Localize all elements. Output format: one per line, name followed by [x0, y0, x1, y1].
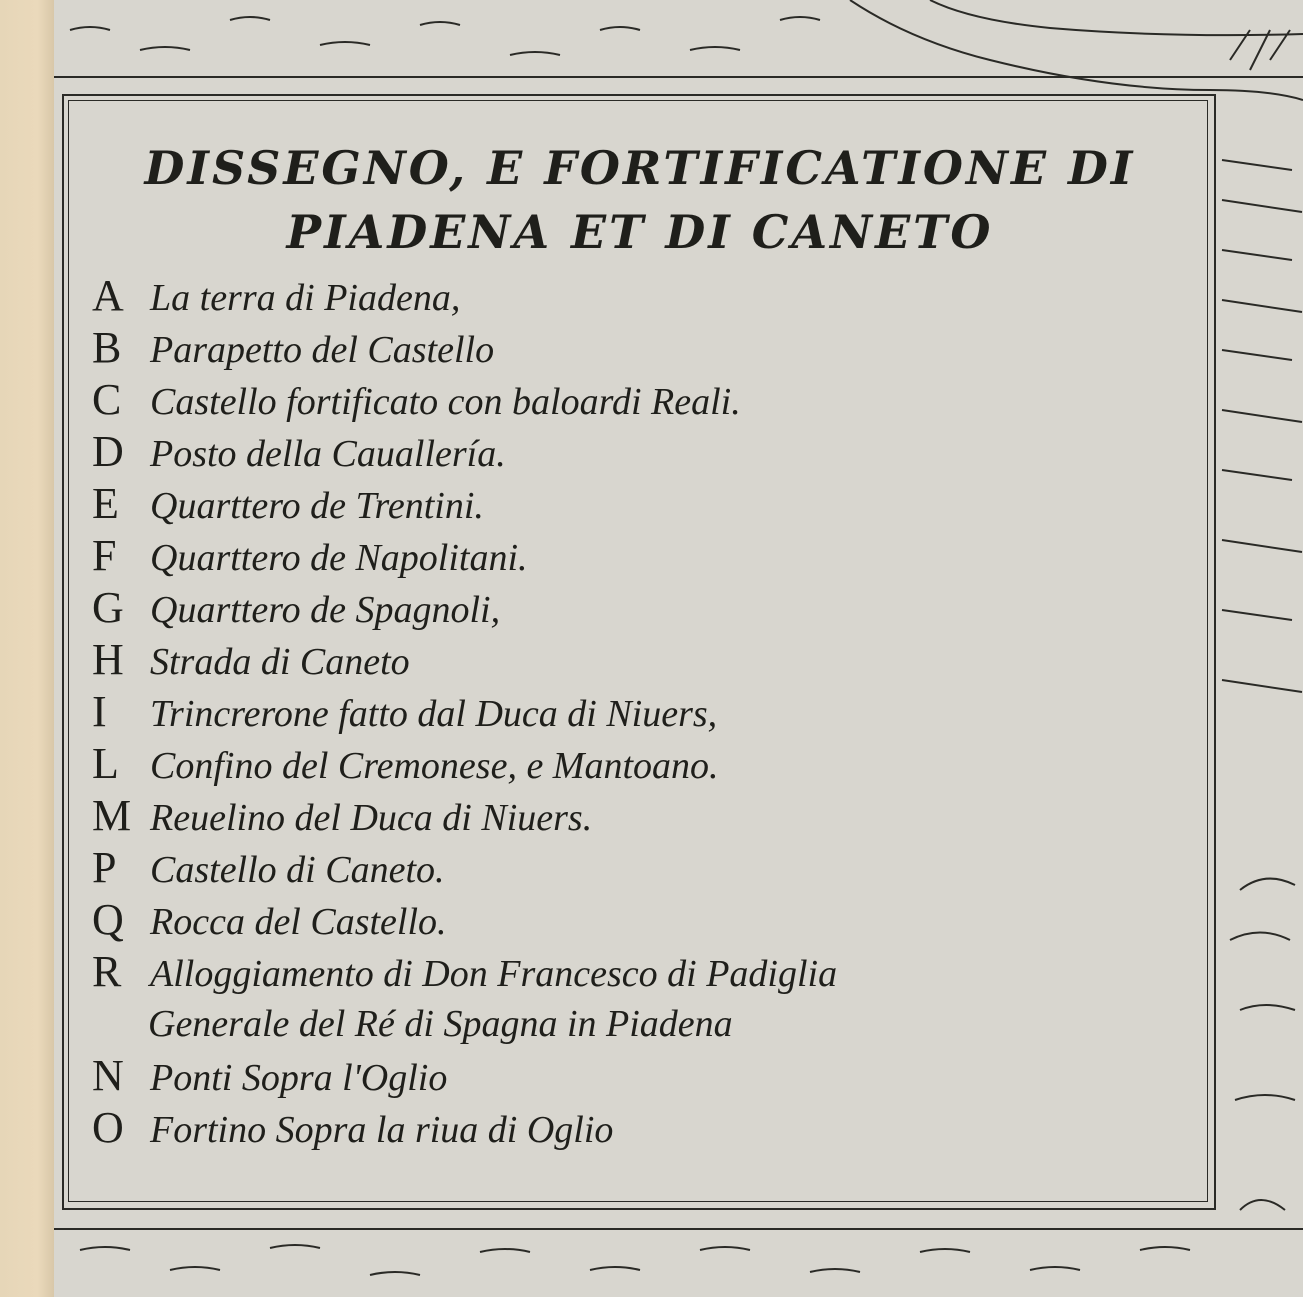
legend-text: Trincrerone fatto dal Duca di Niuers, [150, 693, 718, 735]
legend-text: Reuelino del Duca di Niuers. [150, 797, 593, 839]
legend-letter: Q [92, 895, 124, 944]
legend-list [92, 270, 1192, 1154]
legend-letter: O [92, 1103, 124, 1152]
legend-item [92, 1050, 1192, 1102]
legend-text: Confino del Cremonese, e Mantoano. [150, 745, 719, 787]
legend-item [92, 790, 1192, 842]
legend-letter: F [92, 531, 117, 580]
legend-item [92, 1102, 1192, 1154]
legend-text: Quarttero de Spagnoli, [150, 589, 501, 631]
legend-item [92, 426, 1192, 478]
legend-item [92, 270, 1192, 322]
legend-letter: P [92, 843, 117, 892]
legend-text: Alloggiamento di Don Francesco di Padiglia [150, 953, 838, 995]
legend-text: Posto della Cauallería. [150, 433, 506, 475]
legend-item [92, 634, 1192, 686]
title-line-2: PIADENA ET DI CANETO [286, 205, 994, 259]
legend-text: Castello di Caneto. [150, 849, 445, 891]
legend-item [92, 374, 1192, 426]
legend-item [92, 582, 1192, 634]
legend-letter: R [92, 947, 122, 996]
legend-text: La terra di Piadena, [150, 277, 461, 319]
legend-text: Rocca del Castello. [150, 901, 447, 943]
legend-item [92, 842, 1192, 894]
legend-item [92, 478, 1192, 530]
legend-text: Ponti Sopra l'Oglio [150, 1057, 448, 1099]
legend-text: Castello fortificato con baloardi Reali. [150, 381, 741, 423]
legend-letter: A [92, 271, 124, 320]
legend-letter: G [92, 583, 124, 632]
legend-letter: H [92, 635, 124, 684]
legend-letter: L [92, 739, 119, 788]
legend-letter: E [92, 479, 119, 528]
legend-item [92, 530, 1192, 582]
legend-item [92, 322, 1192, 374]
legend-text: Strada di Caneto [150, 641, 410, 683]
legend-text: Quarttero de Trentini. [150, 485, 484, 527]
legend-item [92, 738, 1192, 790]
title-line-1: DISSEGNO, E FORTIFICATIONE DI [144, 141, 1136, 195]
legend-text: Generale del Ré di Spagna in Piadena [148, 1003, 733, 1045]
legend-text: Parapetto del Castello [150, 329, 495, 371]
legend-item [92, 894, 1192, 946]
legend-item [92, 946, 1192, 998]
legend-letter: C [92, 375, 122, 424]
legend-text: Fortino Sopra la riua di Oglio [150, 1109, 614, 1151]
legend-letter: M [92, 791, 132, 840]
legend-item-continuation [92, 998, 1192, 1050]
legend-item [92, 686, 1192, 738]
legend-letter: I [92, 687, 107, 736]
legend-letter: D [92, 427, 124, 476]
legend-letter: B [92, 323, 122, 372]
legend-letter: N [92, 1051, 124, 1100]
legend-text: Quarttero de Napolitani. [150, 537, 528, 579]
